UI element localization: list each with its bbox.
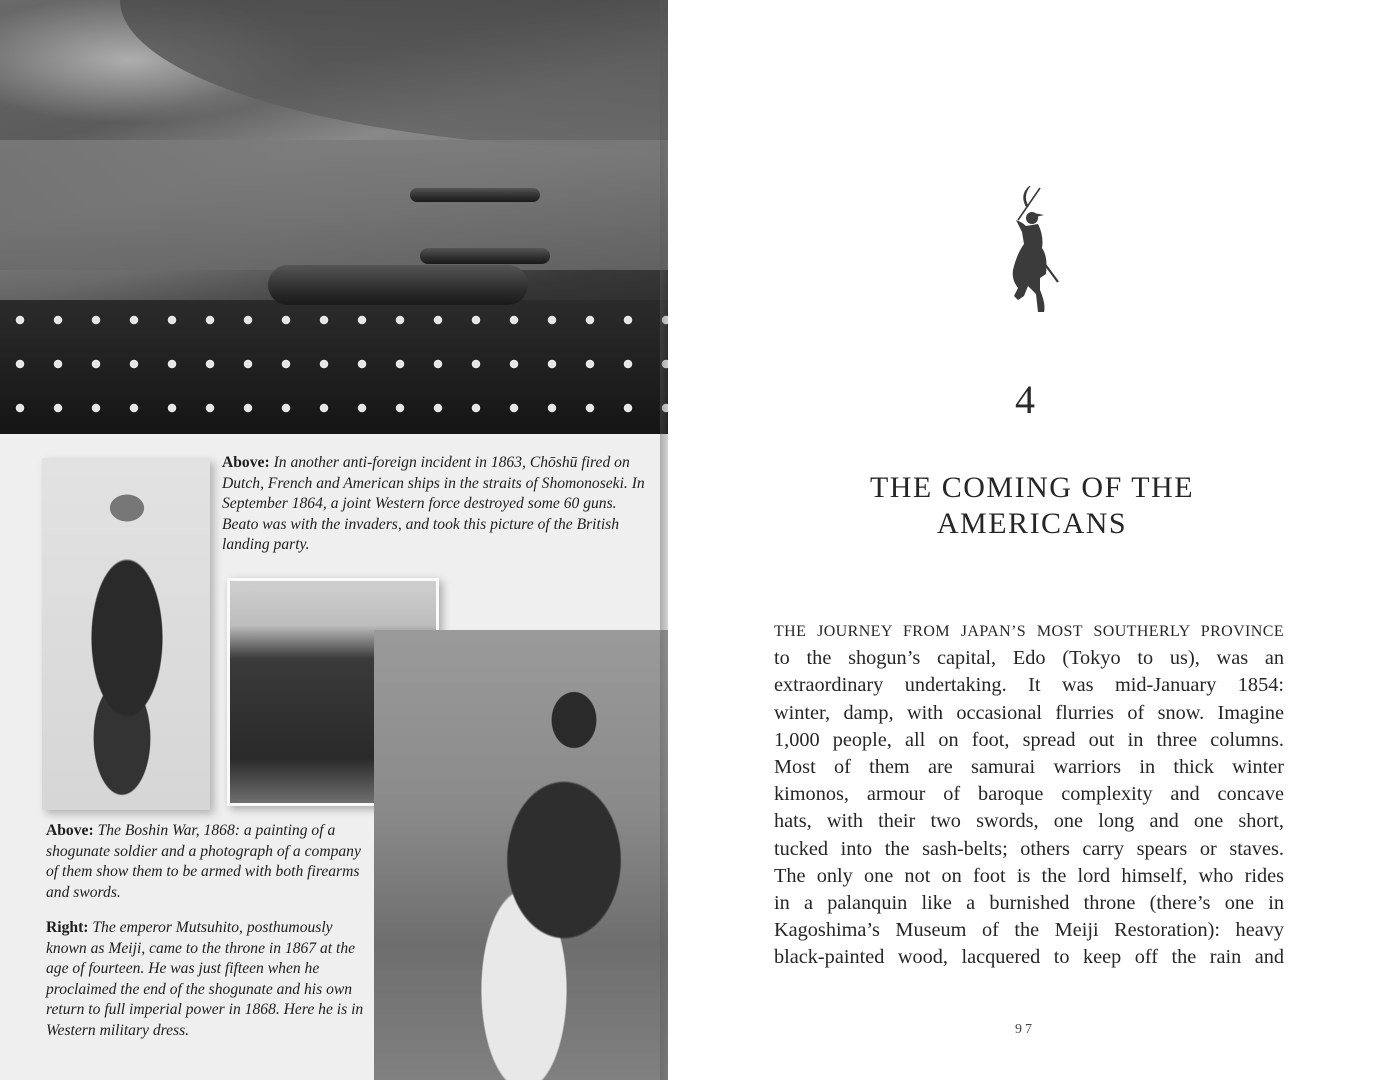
body-line: The only one not on foot is the lord himself, who rides: [774, 864, 1284, 887]
chapter-number: 4: [1015, 377, 1035, 422]
caption-text: In another anti-foreign incident in 1863, Chōshū fired on Dutch, French and American ships in the straits of Shomonoseki. In September 1864, a joint Western force destroyed some 60 guns. Beato was with the invaders, and took this picture of the British landing party.: [222, 454, 645, 553]
caption-boshin-war: [46, 821, 366, 903]
photo-british-landing-party: [0, 0, 668, 434]
chapter-body-text: [774, 618, 1284, 972]
chapter-title-line: AMERICANS: [936, 507, 1128, 540]
photo-hillside: [120, 0, 668, 150]
body-line: winter, damp, with occasional flurries of snow. Imagine: [774, 701, 1284, 724]
caption-landing-party: [222, 453, 652, 556]
photo-cannon: [268, 265, 528, 305]
body-line: black-painted wood, lacquered to keep off the rain and: [774, 946, 1284, 969]
caption-text: The Boshin War, 1868: a painting of a shogunate soldier and a photograph of a company of them show them to be armed with both firearms and swords.: [46, 822, 361, 901]
photo-crowd: [0, 300, 668, 434]
chapter-title-line: THE COMING OF THE: [869, 471, 1195, 504]
photo-field: [0, 140, 668, 270]
body-line-opening: THE JOURNEY FROM JAPAN’S MOST SOUTHERLY PROVINCE: [774, 623, 1284, 640]
chapter-title: [800, 470, 1264, 542]
photo-emperor-meiji: [374, 630, 668, 1080]
body-line: Kagoshima’s Museum of the Meiji Restoration): heavy: [774, 919, 1284, 942]
soldier-figure: [72, 468, 182, 798]
body-line: tucked into the sash-belts; others carry spears or staves.: [774, 837, 1284, 860]
caption-lead: Above:: [46, 822, 94, 839]
body-line: kimonos, armour of baroque complexity and concave: [774, 783, 1284, 806]
painting-shogunate-soldier: [42, 458, 210, 810]
samurai-silhouette-icon: [1000, 186, 1062, 320]
body-line: to the shogun’s capital, Edo (Tokyo to us), was an: [774, 647, 1284, 670]
caption-lead: Right:: [46, 919, 89, 936]
caption-emperor: [46, 918, 366, 1041]
body-line: Most of them are samurai warriors in thick winter: [774, 756, 1284, 779]
caption-text: The emperor Mutsuhito, posthumously known as Meiji, came to the throne in 1867 at the age of fourteen. He was just fifteen when he proclaimed the end of the shogunate and his own return to full imperial power in 1868. Here he is in Western military dress.: [46, 919, 364, 1039]
caption-lead: Above:: [222, 454, 270, 471]
body-line: extraordinary undertaking. It was mid-January 1854:: [774, 674, 1284, 697]
photo-cannon: [410, 188, 540, 202]
photo-cannon: [420, 248, 550, 264]
page-number: 97: [1015, 1022, 1035, 1037]
body-line: 1,000 people, all on foot, spread out in three columns.: [774, 728, 1284, 751]
body-line: hats, with their two swords, one long and one short,: [774, 810, 1284, 833]
body-line: in a palanquin like a burnished throne (there’s one in: [774, 892, 1284, 915]
